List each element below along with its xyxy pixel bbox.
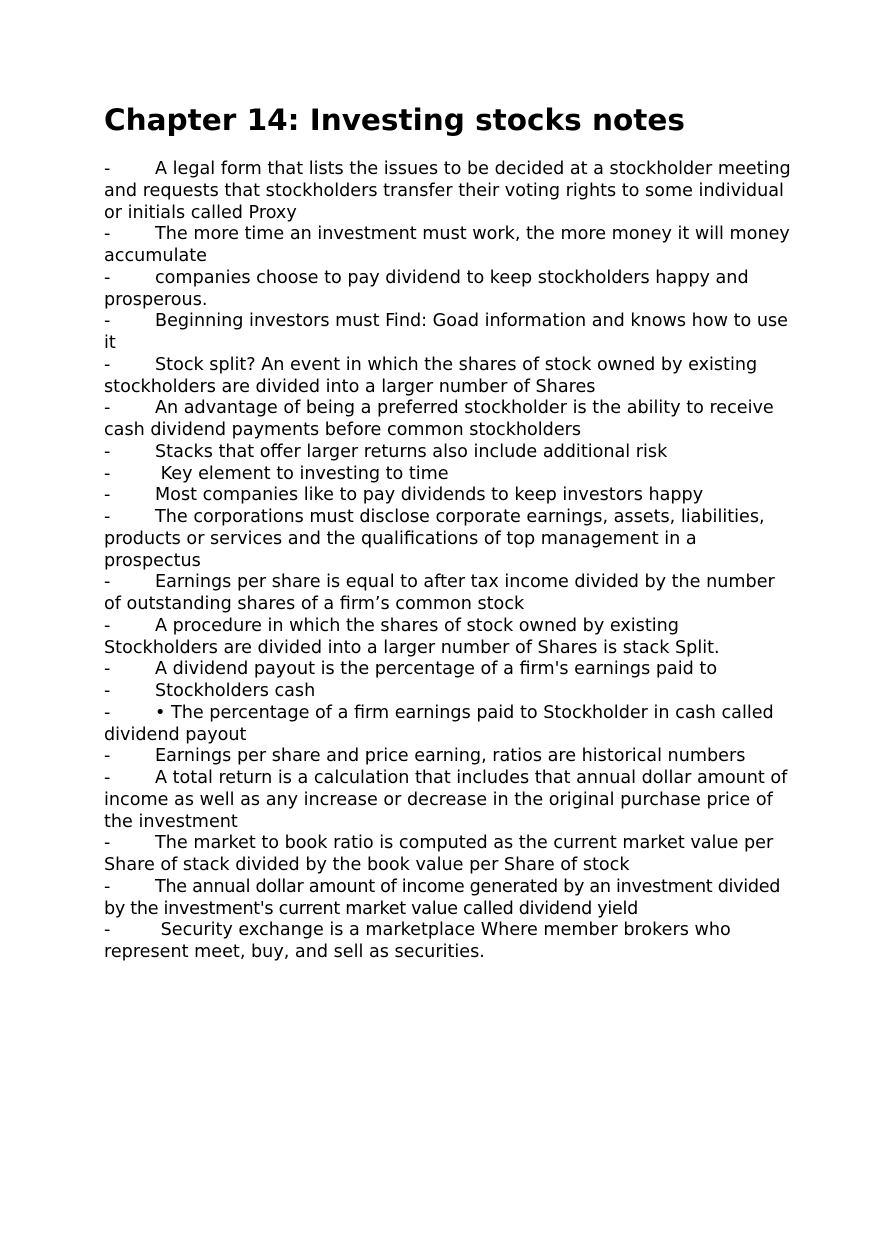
bullet-dash: - bbox=[104, 354, 111, 375]
list-item bbox=[104, 464, 794, 486]
list-item bbox=[104, 572, 794, 616]
bullet-dash: - bbox=[104, 615, 111, 636]
bullet-dash: - bbox=[104, 876, 111, 897]
bullet-dash: - bbox=[104, 311, 111, 332]
list-item bbox=[104, 507, 794, 572]
list-item bbox=[104, 920, 794, 964]
note-text: A total return is a calculation that includes that annual dollar amount of income as well as any increase or decrease in the original purchase price of the investment bbox=[104, 768, 788, 832]
list-item bbox=[104, 355, 794, 399]
bullet-dash: - bbox=[104, 224, 111, 245]
note-text: A dividend payout is the percentage of a firm's earnings paid to bbox=[155, 659, 718, 680]
bullet-dash: - bbox=[104, 833, 111, 854]
list-item bbox=[104, 877, 794, 921]
bullet-dash: - bbox=[104, 659, 111, 680]
bullet-dash: - bbox=[104, 768, 111, 788]
bullet-dash: - bbox=[104, 159, 111, 179]
note-text: The corporations must disclose corporate earnings, assets, liabilities, products or services and the qualifications of top management in a prospectus bbox=[104, 507, 765, 571]
bullet-dash: - bbox=[104, 702, 111, 723]
list-item bbox=[104, 616, 794, 660]
note-text: Key element to investing to time bbox=[155, 463, 449, 484]
list-item bbox=[104, 442, 794, 464]
note-text: Earnings per share is equal to after tax income divided by the number of outstanding shares of a firm’s common stock bbox=[104, 572, 775, 614]
list-item bbox=[104, 398, 794, 442]
note-text: The annual dollar amount of income generated by an investment divided by the investment's current market value called dividend yield bbox=[104, 876, 781, 919]
note-text: • The percentage of a firm earnings paid to Stockholder in cash called dividend payout bbox=[104, 702, 774, 745]
note-text: Most companies like to pay dividends to keep investors happy bbox=[155, 485, 704, 506]
note-text: Stock split? An event in which the shares of stock owned by existing stockholders are divided into a larger number of Shares bbox=[104, 354, 758, 397]
list-item bbox=[104, 268, 794, 312]
list-item bbox=[104, 681, 794, 703]
note-text: Stacks that offer larger returns also include additional risk bbox=[155, 441, 668, 462]
note-text: A procedure in which the shares of stock owned by existing Stockholders are divided into a larger number of Shares is stack Split. bbox=[104, 615, 720, 658]
note-text: A legal form that lists the issues to be decided at a stockholder meeting and requests that stockholders transfer their voting rights to some individual or initials called Proxy bbox=[104, 159, 791, 223]
list-item bbox=[104, 768, 794, 833]
bullet-dash: - bbox=[104, 441, 111, 462]
note-text: Security exchange is a marketplace Where member brokers who represent meet, buy, and sell as securities. bbox=[104, 920, 737, 962]
list-item bbox=[104, 746, 794, 768]
bullet-dash: - bbox=[104, 507, 111, 527]
list-item bbox=[104, 485, 794, 507]
list-item bbox=[104, 159, 794, 224]
list-item bbox=[104, 311, 794, 355]
bullet-dash: - bbox=[104, 920, 111, 941]
bullet-dash: - bbox=[104, 267, 111, 288]
bullet-dash: - bbox=[104, 463, 111, 484]
page-title: Chapter 14: Investing stocks notes bbox=[104, 103, 685, 137]
list-item bbox=[104, 703, 794, 747]
bullet-dash: - bbox=[104, 572, 111, 593]
list-item bbox=[104, 659, 794, 681]
note-text: Earnings per share and price earning, ratios are historical numbers bbox=[155, 746, 746, 767]
bullet-dash: - bbox=[104, 398, 111, 419]
note-text: An advantage of being a preferred stockholder is the ability to receive cash dividend payments before common stockholders bbox=[104, 398, 774, 440]
note-text: The more time an investment must work, the more money it will money accumulate bbox=[104, 224, 790, 266]
bullet-dash: - bbox=[104, 485, 111, 506]
note-text: Beginning investors must Find: Goad information and knows how to use it bbox=[104, 311, 788, 353]
bullet-dash: - bbox=[104, 681, 111, 701]
document-page bbox=[104, 101, 794, 964]
list-item bbox=[104, 833, 794, 877]
note-text: companies choose to pay dividend to keep stockholders happy and prosperous. bbox=[104, 267, 749, 310]
list-item bbox=[104, 224, 794, 268]
note-text: The market to book ratio is computed as the current market value per Share of stack divided by the book value per Share of stock bbox=[104, 833, 774, 875]
bullet-dash: - bbox=[104, 746, 111, 767]
notes-list bbox=[104, 159, 794, 964]
note-text: Stockholders cash bbox=[155, 681, 316, 701]
